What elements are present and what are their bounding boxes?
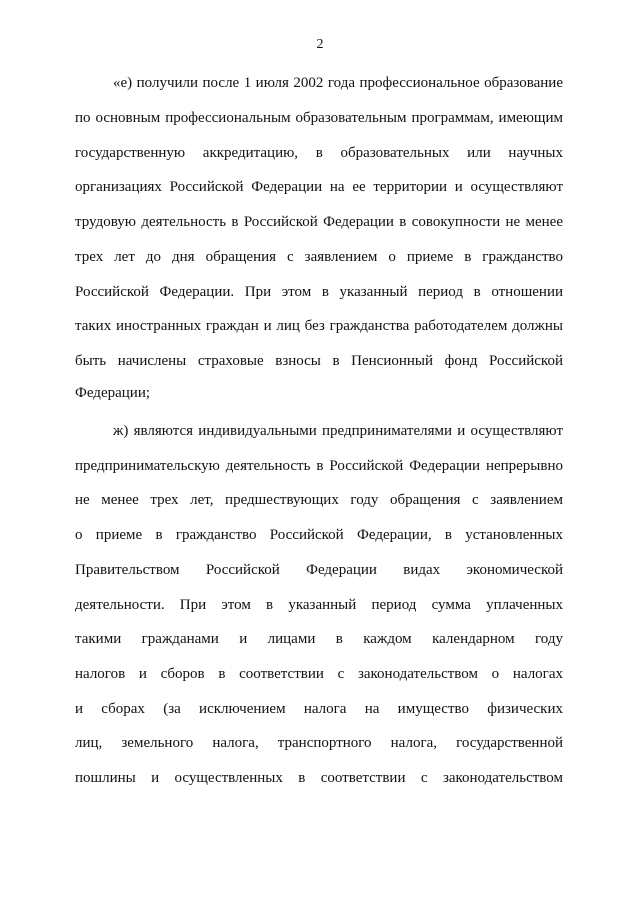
paragraph-2-line-5: Правительством Российской Федерации видах экономической xyxy=(75,562,563,578)
paragraph-2-line-1: ж) являются индивидуальными предпринимателями и осуществляют xyxy=(113,423,563,439)
paragraph-2-line-8: налогов и сборов в соответствии с законодательством о налогах xyxy=(75,666,563,682)
paragraph-1-line-2: по основным профессиональным образовательным программам, имеющим xyxy=(75,110,563,126)
paragraph-1-line-7: Российской Федерации. При этом в указанный период в отношении xyxy=(75,284,563,300)
paragraph-1-line-5: трудовую деятельность в Российской Федерации в совокупности не менее xyxy=(75,214,563,230)
paragraph-1-line-10: Федерации; xyxy=(75,385,151,401)
paragraph-1-line-1: «е) получили после 1 июля 2002 года профессиональное образование xyxy=(113,75,563,91)
paragraph-2-line-3: не менее трех лет, предшествующих году обращения с заявлением xyxy=(75,492,563,508)
paragraph-2-line-2: предпринимательскую деятельность в Российской Федерации непрерывно xyxy=(75,458,563,474)
paragraph-2-line-7: такими гражданами и лицами в каждом календарном году xyxy=(75,631,563,647)
paragraph-1-line-3: государственную аккредитацию, в образовательных или научных xyxy=(75,145,563,161)
page-number: 2 xyxy=(316,37,324,52)
paragraph-2-line-11: пошлины и осуществленных в соответствии с законодательством xyxy=(75,770,563,786)
paragraph-2-line-6: деятельности. При этом в указанный период сумма уплаченных xyxy=(75,597,563,613)
paragraph-1-line-6: трех лет до дня обращения с заявлением о приеме в гражданство xyxy=(75,249,563,265)
paragraph-1-line-4: организациях Российской Федерации на ее территории и осуществляют xyxy=(75,179,563,195)
paragraph-1-line-8: таких иностранных граждан и лиц без гражданства работодателем должны xyxy=(75,318,563,334)
paragraph-2-line-10: лиц, земельного налога, транспортного налога, государственной xyxy=(75,735,563,751)
paragraph-1-line-9: быть начислены страховые взносы в Пенсионный фонд Российской xyxy=(75,353,563,369)
paragraph-2-line-4: о приеме в гражданство Российской Федерации, в установленных xyxy=(75,527,563,543)
paragraph-2-line-9: и сборах (за исключением налога на имущество физических xyxy=(75,701,563,717)
